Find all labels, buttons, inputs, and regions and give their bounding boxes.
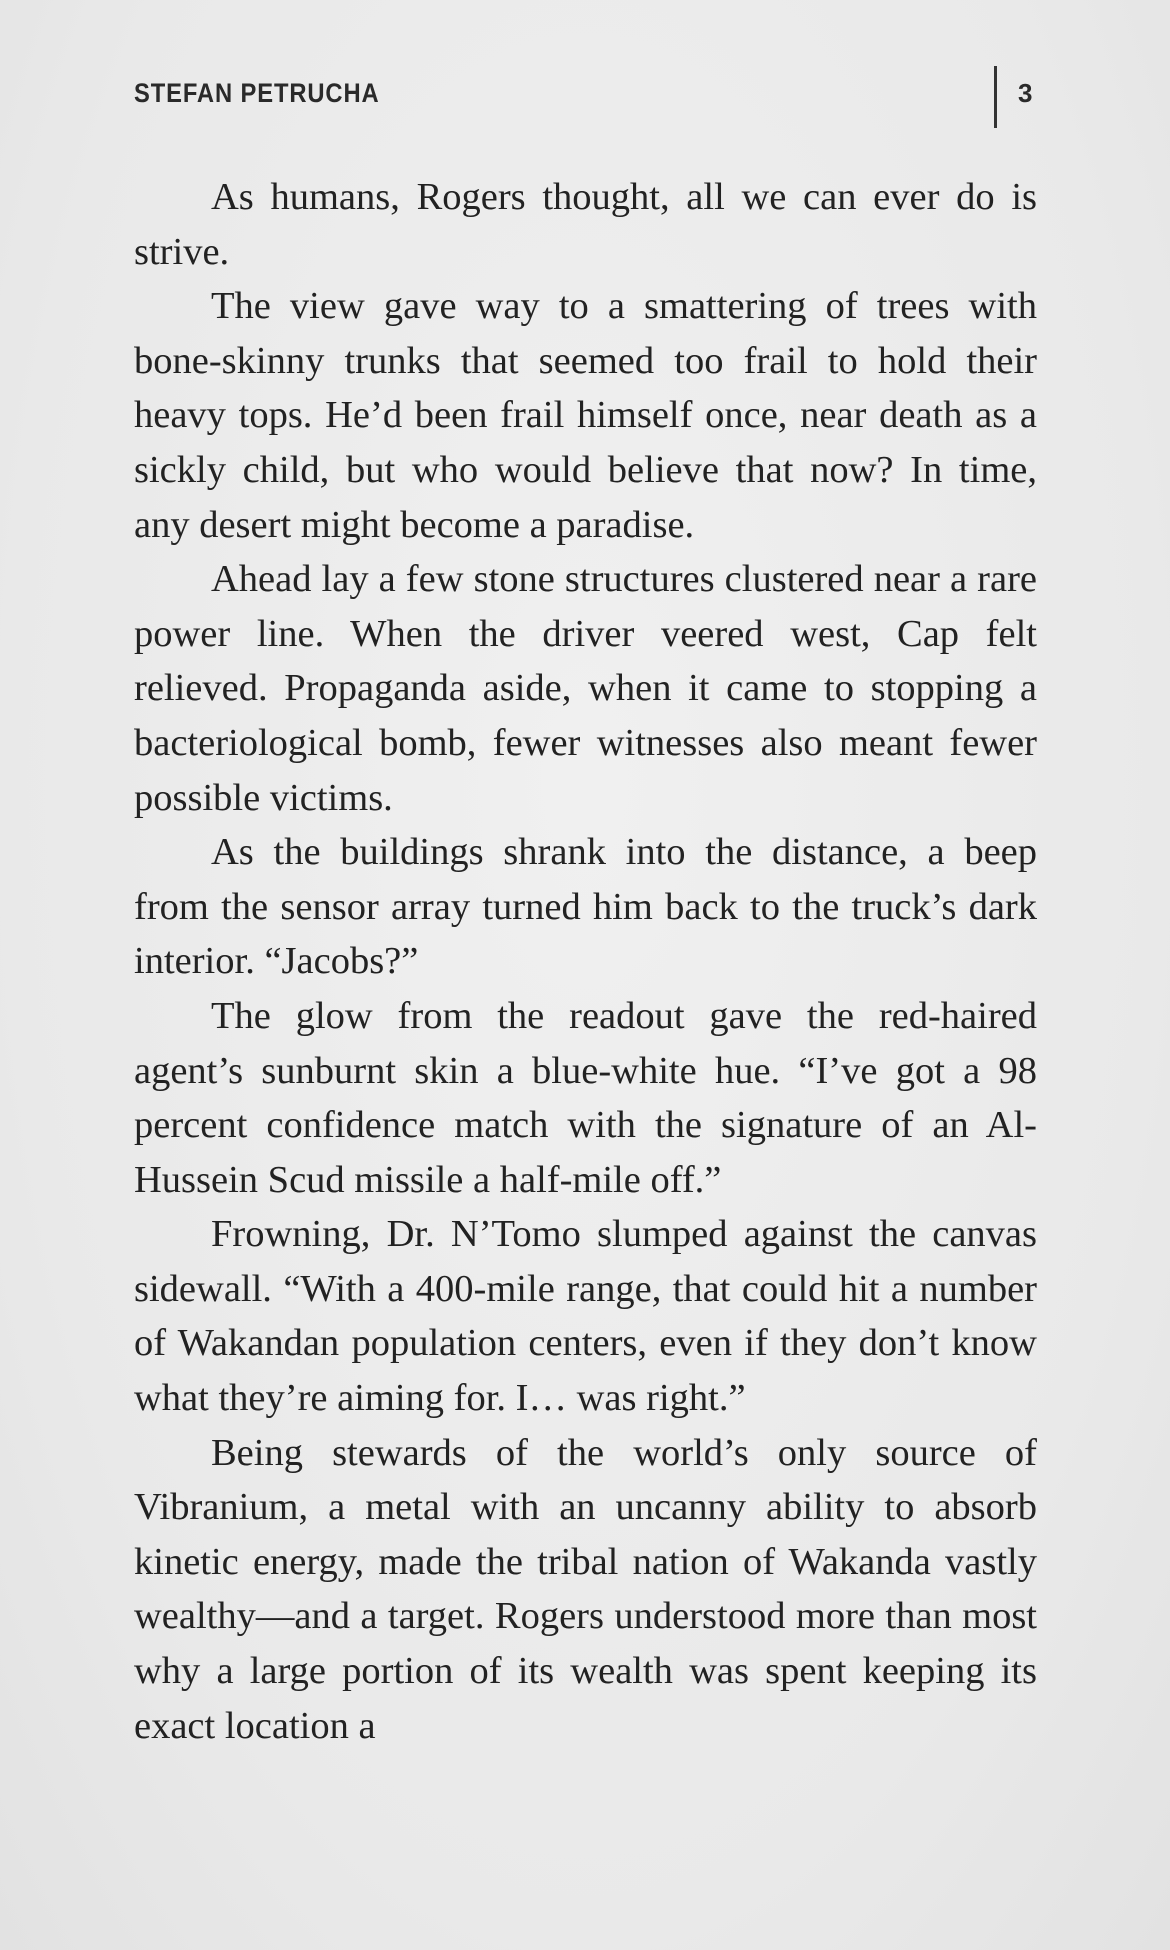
author-name: STEFAN PETRUCHA (134, 78, 380, 108)
paragraph: Frowning, Dr. N’Tomo slumped against the canvas sidewall. “With a 400-mile range, that could hit a number of Wakandan population centers, even if they don’t know what they’re aiming for. I… was right.” (134, 1213, 1037, 1420)
paragraph: As the buildings shrank into the distance, a beep from the sensor array turned him back to the truck’s dark interior. “Jacobs?” (134, 831, 1037, 983)
body-text (134, 170, 1037, 1753)
paragraph: Ahead lay a few stone structures clustered near a rare power line. When the driver veered west, Cap felt relieved. Propaganda aside, when it came to stopping a bacteriological bomb, fewer witnesses also meant fewer possible victims. (134, 558, 1037, 819)
running-head (134, 78, 1040, 124)
paragraph: Being stewards of the world’s only source of Vibranium, a metal with an uncanny ability to absorb kinetic energy, made the tribal nation of Wakanda vastly wealthy—and a target. Rogers understood more than most why a large portion of its wealth was spent keeping its exact location a (134, 1431, 1037, 1747)
header-divider (994, 66, 997, 128)
paragraph: As humans, Rogers thought, all we can ever do is strive. (134, 176, 1037, 273)
paragraph: The glow from the readout gave the red-haired agent’s sunburnt skin a blue-white hue. “I’ve got a 98 percent confidence match with the signature of an Al-Hussein Scud missile a half-mile off.” (134, 994, 1037, 1201)
page-number: 3 (1018, 78, 1033, 108)
paragraph: The view gave way to a smattering of trees with bone-skinny trunks that seemed too frail to hold their heavy tops. He’d been frail himself once, near death as a sickly child, but who would believe that now? In time, any desert might become a paradise. (134, 285, 1037, 546)
